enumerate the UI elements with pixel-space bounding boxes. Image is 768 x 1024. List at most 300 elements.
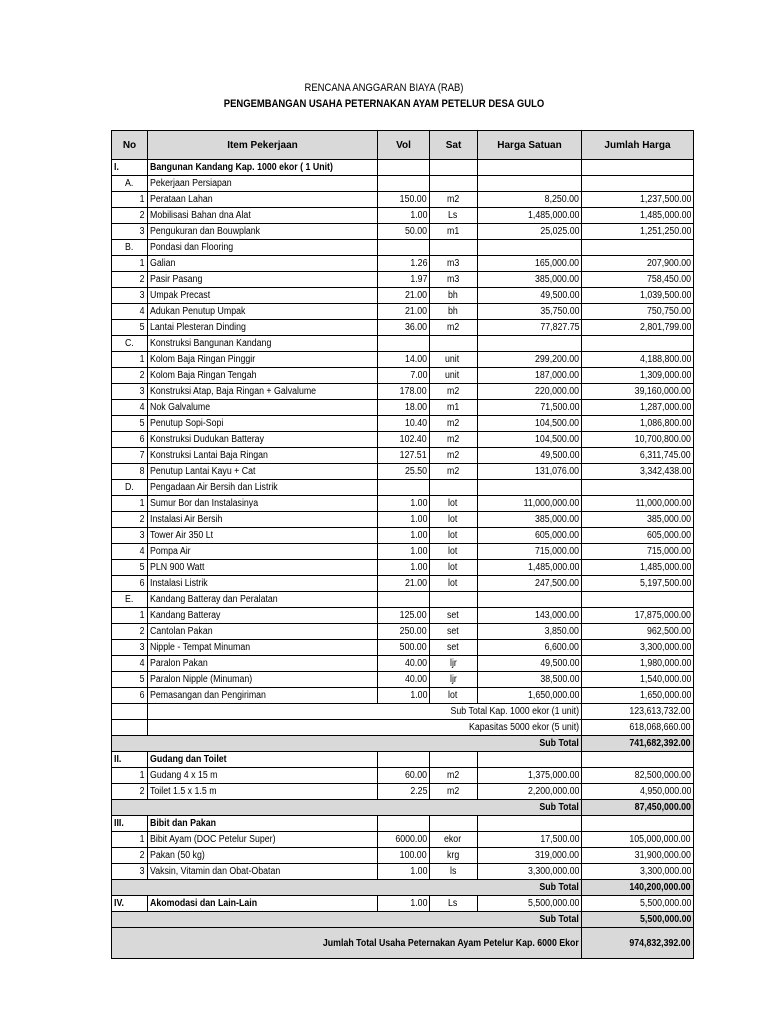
item-number-cell xyxy=(112,624,148,640)
item-total-price-cell xyxy=(582,464,694,480)
subsection-row xyxy=(112,336,694,352)
item-total-price-cell xyxy=(582,192,694,208)
item-volume-cell xyxy=(378,192,430,208)
item-unit-price: 17,500.00 xyxy=(539,834,579,845)
item-number-cell xyxy=(112,416,148,432)
item-total-price: 605,000.00 xyxy=(646,530,691,541)
item-total-price-cell xyxy=(582,608,694,624)
item-unit: m3 xyxy=(446,258,459,269)
item-total-price-cell xyxy=(582,832,694,848)
item-volume: 10.40 xyxy=(404,418,427,429)
col-header-sat: Sat xyxy=(430,131,478,160)
table-row xyxy=(112,192,694,208)
item-unit: m2 xyxy=(446,386,459,397)
item-total-price-cell xyxy=(582,448,694,464)
empty-cell xyxy=(582,480,694,496)
empty-cell xyxy=(378,240,430,256)
item-number-cell xyxy=(112,608,148,624)
item-volume-cell xyxy=(378,624,430,640)
item-name-cell xyxy=(148,848,378,864)
subtotal-amount: 140,200,000.00 xyxy=(629,882,691,893)
subsection-title-cell xyxy=(148,176,378,192)
item-total-price: 39,160,000.00 xyxy=(634,386,691,397)
item-name: Sumur Bor dan Instalasinya xyxy=(150,498,259,509)
item-total-price-cell xyxy=(582,624,694,640)
subsection-letter-cell xyxy=(112,336,148,352)
empty-cell xyxy=(478,752,582,768)
subsection-title: Pengadaan Air Bersih dan Listrik xyxy=(150,482,278,493)
item-unit-cell xyxy=(430,832,478,848)
item-volume: 1.00 xyxy=(409,498,427,509)
item-name-cell xyxy=(148,624,378,640)
subtotal-amount-cell xyxy=(582,736,694,752)
table-row xyxy=(112,288,694,304)
empty-cell xyxy=(378,592,430,608)
summary-amount-cell xyxy=(582,704,694,720)
item-number-cell xyxy=(112,848,148,864)
item-unit-cell xyxy=(430,768,478,784)
item-unit-cell xyxy=(430,256,478,272)
item-number: 3 xyxy=(140,530,145,541)
item-number: 4 xyxy=(140,546,145,557)
item-volume: 40.00 xyxy=(404,658,427,669)
empty-cell xyxy=(430,816,478,832)
item-volume: 500.00 xyxy=(400,642,427,653)
item-volume: 250.00 xyxy=(400,626,427,637)
item-unit-price: 1,485,000.00 xyxy=(527,562,579,573)
item-number-cell xyxy=(112,784,148,800)
item-total-price-cell xyxy=(582,496,694,512)
item-unit-cell xyxy=(430,528,478,544)
subsection-letter: B. xyxy=(124,242,134,253)
subtotal-amount-cell xyxy=(582,912,694,928)
item-unit-price: 11,000,000.00 xyxy=(523,498,579,509)
item-number: 2 xyxy=(140,370,145,381)
item-volume-cell xyxy=(378,768,430,784)
empty-cell xyxy=(430,592,478,608)
item-total-price: 1,287,000.00 xyxy=(639,402,691,413)
empty-cell xyxy=(430,176,478,192)
item-total-price: 3,300,000.00 xyxy=(639,642,691,653)
item-total-price-cell xyxy=(582,656,694,672)
item-name-cell xyxy=(148,288,378,304)
item-volume: 7.00 xyxy=(409,370,427,381)
item-total-price: 4,950,000.00 xyxy=(639,786,691,797)
item-unit-cell xyxy=(430,304,478,320)
item-unit-price-cell xyxy=(478,640,582,656)
item-number-cell xyxy=(112,672,148,688)
item-name-cell xyxy=(148,400,378,416)
item-total-price-cell xyxy=(582,864,694,880)
item-volume: 1.00 xyxy=(409,690,427,701)
item-number: 4 xyxy=(140,402,145,413)
item-total-price: 750,750.00 xyxy=(646,306,691,317)
summary-label: Sub Total Kap. 1000 ekor (1 unit) xyxy=(450,706,579,717)
item-unit-cell xyxy=(430,464,478,480)
item-number: 4 xyxy=(140,306,145,317)
item-total-price: 962,500.00 xyxy=(646,626,691,637)
item-name: Kolom Baja Ringan Tengah xyxy=(150,370,257,381)
item-unit-price: 385,000.00 xyxy=(534,514,579,525)
item-number: 2 xyxy=(140,850,145,861)
table-row xyxy=(112,656,694,672)
item-total-price-cell xyxy=(582,544,694,560)
item-total-price-cell xyxy=(582,288,694,304)
item-number-cell xyxy=(112,544,148,560)
item-unit-price-cell xyxy=(478,416,582,432)
item-unit-cell xyxy=(430,656,478,672)
item-unit: unit xyxy=(445,354,460,365)
item-name: Instalasi Air Bersih xyxy=(150,514,223,525)
empty-cell xyxy=(582,176,694,192)
table-row xyxy=(112,352,694,368)
table-row xyxy=(112,512,694,528)
item-unit-price: 104,500.00 xyxy=(534,434,579,445)
item-total-price-cell xyxy=(582,896,694,912)
empty-cell xyxy=(478,592,582,608)
item-volume-cell xyxy=(378,528,430,544)
col-header-vol: Vol xyxy=(378,131,430,160)
item-name: Pasir Pasang xyxy=(150,274,203,285)
item-total-price-cell xyxy=(582,304,694,320)
item-name: Kolom Baja Ringan Pinggir xyxy=(150,354,256,365)
item-unit-cell xyxy=(430,560,478,576)
item-volume: 1.00 xyxy=(409,546,427,557)
subsection-letter: C. xyxy=(124,338,134,349)
item-unit-price: 8,250.00 xyxy=(544,194,579,205)
item-volume-cell xyxy=(378,656,430,672)
item-name: Kandang Batteray xyxy=(150,610,221,621)
item-number-cell xyxy=(112,224,148,240)
summary-label-cell xyxy=(148,720,582,736)
summary-row xyxy=(112,704,694,720)
item-volume-cell xyxy=(378,224,430,240)
item-unit-cell xyxy=(430,608,478,624)
empty-cell xyxy=(582,752,694,768)
item-volume-cell xyxy=(378,432,430,448)
item-total-price: 5,197,500.00 xyxy=(639,578,691,589)
item-name-cell xyxy=(148,464,378,480)
item-number: 1 xyxy=(140,610,145,621)
item-name-cell xyxy=(148,688,378,704)
item-name-cell xyxy=(148,528,378,544)
item-number-cell xyxy=(112,528,148,544)
empty-cell xyxy=(478,240,582,256)
item-unit-price: 5,500,000.00 xyxy=(527,898,579,909)
item-volume-cell xyxy=(378,352,430,368)
item-name-cell xyxy=(148,640,378,656)
item-name: Tower Air 350 Lt xyxy=(150,530,214,541)
item-unit-cell xyxy=(430,896,478,912)
empty-cell xyxy=(478,160,582,176)
item-total-price-cell xyxy=(582,256,694,272)
item-unit-cell xyxy=(430,416,478,432)
item-number-cell xyxy=(112,448,148,464)
item-unit-cell xyxy=(430,576,478,592)
item-total-price: 82,500,000.00 xyxy=(634,770,691,781)
item-unit-price: 25,025.00 xyxy=(539,226,579,237)
item-number: 5 xyxy=(140,674,145,685)
item-unit-price: 71,500.00 xyxy=(539,402,579,413)
item-unit-price-cell xyxy=(478,352,582,368)
item-volume: 125.00 xyxy=(400,610,427,621)
table-body xyxy=(112,160,694,959)
item-total-price-cell xyxy=(582,416,694,432)
item-unit-price: 715,000.00 xyxy=(534,546,579,557)
item-volume-cell xyxy=(378,496,430,512)
subsection-letter-cell xyxy=(112,592,148,608)
item-unit-price: 38,500.00 xyxy=(539,674,579,685)
subtotal-label-cell xyxy=(112,800,582,816)
item-volume: 1.26 xyxy=(409,258,427,269)
empty-cell xyxy=(378,752,430,768)
item-number: 2 xyxy=(140,274,145,285)
item-unit-cell xyxy=(430,368,478,384)
item-volume: 21.00 xyxy=(404,578,427,589)
item-unit-cell xyxy=(430,640,478,656)
subsection-letter: A. xyxy=(124,178,134,189)
item-volume: 1.00 xyxy=(409,898,427,909)
item-total-price-cell xyxy=(582,528,694,544)
subsection-letter-cell xyxy=(112,480,148,496)
item-unit-price-cell xyxy=(478,368,582,384)
item-name: Perataan Lahan xyxy=(150,194,213,205)
item-number: 7 xyxy=(140,450,145,461)
empty-cell xyxy=(478,816,582,832)
item-name-cell xyxy=(148,576,378,592)
item-volume: 18.00 xyxy=(404,402,427,413)
item-volume: 100.00 xyxy=(400,850,427,861)
table-row xyxy=(112,368,694,384)
item-unit: m2 xyxy=(446,770,459,781)
item-unit: m2 xyxy=(446,434,459,445)
empty-cell xyxy=(378,160,430,176)
subsection-title: Konstruksi Bangunan Kandang xyxy=(150,338,272,349)
item-unit: set xyxy=(446,610,459,621)
item-number: 1 xyxy=(140,258,145,269)
item-volume-cell xyxy=(378,288,430,304)
item-unit: krg xyxy=(446,850,459,861)
item-name-cell xyxy=(148,224,378,240)
item-unit-price: 49,500.00 xyxy=(539,658,579,669)
summary-amount: 123,613,732.00 xyxy=(629,706,691,717)
item-name: Penutup Lantai Kayu + Cat xyxy=(150,466,256,477)
item-unit: lot xyxy=(448,690,458,701)
item-volume: 21.00 xyxy=(404,290,427,301)
table-row xyxy=(112,432,694,448)
item-unit-cell xyxy=(430,208,478,224)
subtotal-label: Sub Total xyxy=(539,738,579,749)
item-volume-cell xyxy=(378,848,430,864)
item-unit-price: 165,000.00 xyxy=(534,258,579,269)
item-unit-price-cell xyxy=(478,320,582,336)
item-unit-price-cell xyxy=(478,656,582,672)
item-volume-cell xyxy=(378,464,430,480)
item-name: Galian xyxy=(150,258,176,269)
table-row xyxy=(112,224,694,240)
table-row xyxy=(112,256,694,272)
subsection-title: Pekerjaan Persiapan xyxy=(150,178,232,189)
item-name: Konstruksi Lantai Baja Ringan xyxy=(150,450,268,461)
item-unit-cell xyxy=(430,864,478,880)
item-unit-price-cell xyxy=(478,848,582,864)
empty-cell xyxy=(430,752,478,768)
item-unit: m2 xyxy=(446,786,459,797)
table-row xyxy=(112,544,694,560)
item-total-price-cell xyxy=(582,576,694,592)
item-unit-price: 605,000.00 xyxy=(534,530,579,541)
table-row xyxy=(112,320,694,336)
table-row xyxy=(112,864,694,880)
summary-row xyxy=(112,720,694,736)
item-unit: lot xyxy=(448,562,458,573)
item-total-price: 1,540,000.00 xyxy=(639,674,691,685)
subsection-title-cell xyxy=(148,240,378,256)
section-number: I. xyxy=(114,162,119,173)
item-name-cell xyxy=(148,272,378,288)
item-unit: m1 xyxy=(446,402,459,413)
subsection-title-cell xyxy=(148,480,378,496)
item-number-cell xyxy=(112,272,148,288)
item-unit-price: 77,827.75 xyxy=(539,322,579,333)
item-volume-cell xyxy=(378,400,430,416)
item-total-price-cell xyxy=(582,784,694,800)
item-unit-cell xyxy=(430,848,478,864)
item-name: PLN 900 Watt xyxy=(150,562,205,573)
item-unit-cell xyxy=(430,544,478,560)
item-number: 2 xyxy=(140,514,145,525)
empty-cell xyxy=(478,336,582,352)
table-row xyxy=(112,208,694,224)
table-row xyxy=(112,416,694,432)
item-number-cell xyxy=(112,288,148,304)
item-volume: 1.00 xyxy=(409,562,427,573)
grand-total-amount-cell xyxy=(582,928,694,959)
item-name: Cantolan Pakan xyxy=(150,626,213,637)
item-unit: lot xyxy=(448,514,458,525)
table-row xyxy=(112,624,694,640)
item-number-cell xyxy=(112,432,148,448)
item-number: 1 xyxy=(140,194,145,205)
item-name: Konstruksi Dudukan Batteray xyxy=(150,434,264,445)
table-row xyxy=(112,448,694,464)
rab-table xyxy=(111,130,694,959)
section-number: III. xyxy=(114,818,124,829)
item-number-cell xyxy=(112,560,148,576)
item-unit-price: 3,850.00 xyxy=(544,626,579,637)
item-total-price: 2,801,799.00 xyxy=(639,322,691,333)
subtotal-amount-cell xyxy=(582,880,694,896)
empty-cell xyxy=(582,240,694,256)
subtotal-label: Sub Total xyxy=(539,882,579,893)
item-unit-price: 247,500.00 xyxy=(534,578,579,589)
item-total-price-cell xyxy=(582,432,694,448)
item-unit-cell xyxy=(430,288,478,304)
item-number: 1 xyxy=(140,770,145,781)
item-total-price: 11,000,000.00 xyxy=(635,498,691,509)
item-name: Umpak Precast xyxy=(150,290,211,301)
item-number-cell xyxy=(112,464,148,480)
item-total-price-cell xyxy=(582,640,694,656)
item-name: Paralon Pakan xyxy=(150,658,208,669)
item-total-price: 3,342,438.00 xyxy=(639,466,691,477)
item-unit: m2 xyxy=(446,322,459,333)
section-row xyxy=(112,160,694,176)
item-total-price-cell xyxy=(582,768,694,784)
subtotal-amount-cell xyxy=(582,800,694,816)
subsection-title: Kandang Batteray dan Peralatan xyxy=(150,594,278,605)
item-unit: m2 xyxy=(446,418,459,429)
item-total-price: 385,000.00 xyxy=(646,514,691,525)
item-number-cell xyxy=(112,656,148,672)
subsection-title: Pondasi dan Flooring xyxy=(150,242,234,253)
item-unit: lot xyxy=(448,530,458,541)
item-name: Nok Galvalume xyxy=(150,402,211,413)
item-name-cell xyxy=(148,784,378,800)
item-volume-cell xyxy=(378,544,430,560)
item-name-cell xyxy=(148,432,378,448)
item-number: 3 xyxy=(140,642,145,653)
item-total-price: 4,188,800.00 xyxy=(639,354,691,365)
item-volume-cell xyxy=(378,896,430,912)
item-name: Akomodasi dan Lain-Lain xyxy=(150,898,258,909)
item-name-cell xyxy=(148,192,378,208)
item-number: 2 xyxy=(140,626,145,637)
item-unit: m2 xyxy=(446,194,459,205)
item-unit-price-cell xyxy=(478,608,582,624)
item-unit-cell xyxy=(430,496,478,512)
item-unit: set xyxy=(446,642,459,653)
item-total-price-cell xyxy=(582,368,694,384)
item-unit-price: 131,076.00 xyxy=(534,466,579,477)
item-name-cell xyxy=(148,368,378,384)
item-unit-cell xyxy=(430,320,478,336)
item-volume: 102.40 xyxy=(400,434,427,445)
item-volume: 1.00 xyxy=(409,866,427,877)
item-total-price: 6,311,745.00 xyxy=(640,450,691,461)
grand-total-label-cell xyxy=(112,928,582,959)
item-unit-price-cell xyxy=(478,288,582,304)
item-number-cell xyxy=(112,304,148,320)
table-row xyxy=(112,304,694,320)
summary-label: Kapasitas 5000 ekor (5 unit) xyxy=(468,722,579,733)
item-name: Mobilisasi Bahan dna Alat xyxy=(150,210,251,221)
item-volume: 2.25 xyxy=(409,786,427,797)
item-name-cell xyxy=(148,304,378,320)
item-number-cell xyxy=(112,256,148,272)
empty-cell xyxy=(430,160,478,176)
section-number-cell xyxy=(112,160,148,176)
item-volume: 1.00 xyxy=(409,530,427,541)
item-number: 1 xyxy=(140,834,145,845)
empty-cell xyxy=(378,816,430,832)
col-header-item: Item Pekerjaan xyxy=(148,131,378,160)
item-volume: 1.97 xyxy=(409,274,427,285)
table-row xyxy=(112,272,694,288)
item-total-price-cell xyxy=(582,688,694,704)
section-number: II. xyxy=(114,754,122,765)
item-name: Konstruksi Atap, Baja Ringan + Galvalume xyxy=(150,386,317,397)
item-unit-price-cell xyxy=(478,688,582,704)
item-unit-price-cell xyxy=(478,448,582,464)
table-row xyxy=(112,784,694,800)
subsection-row xyxy=(112,592,694,608)
subtotal-label: Sub Total xyxy=(539,802,579,813)
item-unit-cell xyxy=(430,352,478,368)
item-number: 6 xyxy=(140,434,145,445)
subsection-row xyxy=(112,176,694,192)
item-number: 3 xyxy=(140,866,145,877)
